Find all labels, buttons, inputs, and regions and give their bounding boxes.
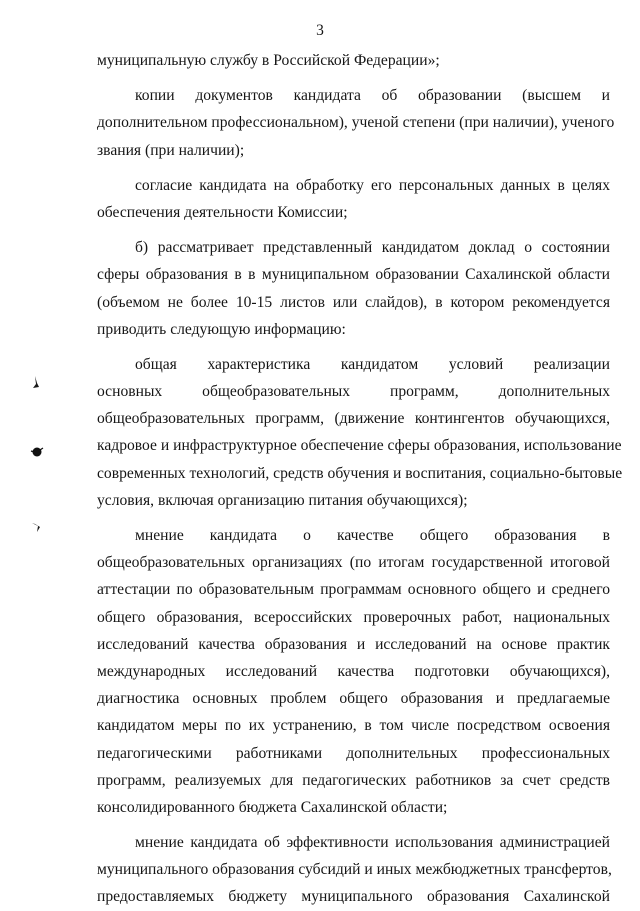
text-line: согласие кандидата на обработку его персональных данных в целях: [135, 176, 610, 194]
text-line: общая характеристика кандидатом условий реализации: [135, 355, 610, 373]
text-line: общего образования, всероссийских проверочных работ, национальных: [97, 608, 610, 626]
text-line: звания (при наличии);: [97, 141, 245, 159]
paragraph-gap: [97, 514, 610, 522]
text-line: современных технологий, средств обучения и воспитания, социально-бытовые: [97, 464, 623, 482]
text-line: диагностика основных проблем общего образования и предлагаемые: [97, 690, 610, 708]
margin-scan-mark: [30, 445, 44, 459]
margin-scan-mark: [30, 520, 44, 534]
paragraph: [97, 829, 610, 911]
scan-mark-icon: [30, 445, 44, 459]
text-line: сферы образования в в муниципальном образовании Сахалинской области: [97, 266, 610, 284]
text-line: общеобразовательных организациях (по итогам государственной итоговой: [97, 554, 610, 572]
text-line: исследований качества образования и исследований на основе практик: [97, 635, 610, 653]
margin-scan-mark: [30, 375, 44, 391]
text-line: муниципального образования субсидий и иных межбюджетных трансфертов,: [97, 861, 612, 879]
text-line: б) рассматривает представленный кандидатом доклад о состоянии: [135, 239, 610, 257]
text-line: международных исследований качества подготовки обучающихся),: [97, 662, 610, 680]
paragraph: [97, 522, 610, 821]
text-line: основных общеобразовательных программ, дополнительных: [97, 383, 610, 401]
text-line: кадровое и инфраструктурное обеспечение сферы образования, использование: [97, 437, 622, 455]
text-line: муниципальную службу в Российской Федерации»;: [97, 52, 440, 69]
text-line: условия, включая организацию питания обучающихся);: [97, 491, 468, 509]
scan-mark-icon: [30, 520, 44, 534]
text-line: аттестации по образовательным программам основного общего и среднего: [97, 581, 610, 599]
text-line: мнение кандидата о качестве общего образования в: [135, 527, 610, 544]
paragraph-gap: [97, 343, 610, 351]
text-line: приводить следующую информацию:: [97, 320, 346, 338]
document-body: [97, 47, 623, 911]
text-line: обеспечения деятельности Комиссии;: [97, 203, 348, 221]
text-line: педагогическими работниками дополнительных профессиональных: [97, 744, 610, 762]
page-number: 3: [316, 22, 324, 39]
text-line: дополнительном профессиональном), ученой степени (при наличии), ученого: [97, 114, 615, 132]
text-line: (объемом не более 10-15 листов или слайдов), в котором рекомендуется: [97, 293, 610, 311]
text-line: мнение кандидата об эффективности использования администрацией: [135, 834, 610, 852]
paragraph-gap: [97, 821, 610, 829]
paragraph: [97, 82, 615, 164]
paragraph: [97, 234, 610, 343]
text-line: предоставляемых бюджету муниципального образования Сахалинской: [97, 888, 610, 906]
paragraph: [97, 172, 610, 226]
paragraph: [97, 351, 623, 514]
paragraph-gap: [97, 164, 610, 172]
text-line: общеобразовательных программ, (движение контингентов обучающихся,: [97, 410, 610, 428]
paragraph-gap: [97, 226, 610, 234]
paragraph: [97, 47, 610, 74]
text-line: копии документов кандидата об образовании (высшем и: [135, 87, 610, 105]
scan-mark-icon: [30, 375, 44, 391]
text-line: программ, реализуемых для педагогических работников за счет средств: [97, 771, 610, 789]
text-line: консолидированного бюджета Сахалинской области;: [97, 798, 448, 816]
paragraph-gap: [97, 74, 610, 82]
text-line: кандидатом меры по их устранению, в том числе посредством освоения: [97, 717, 610, 735]
